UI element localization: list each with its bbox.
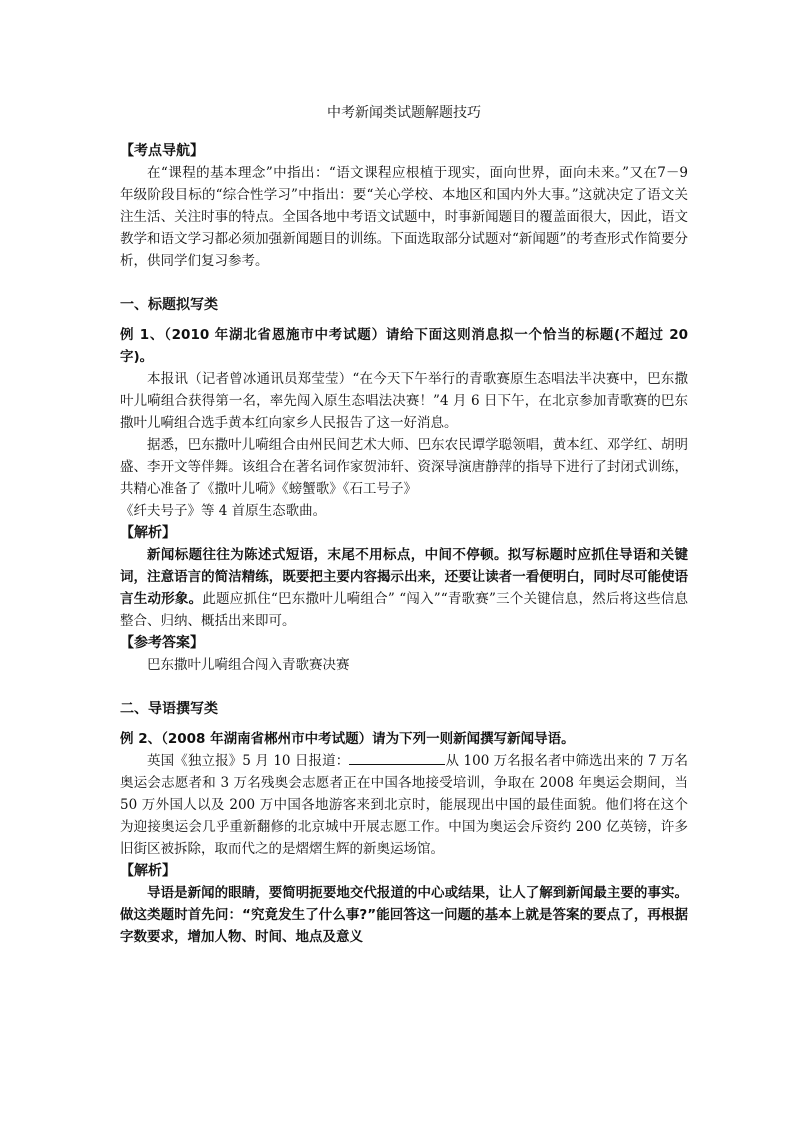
spacer bbox=[120, 272, 688, 294]
example-1-news-paragraph-2: 据悉，巴东撒叶儿嗬组合由州民间艺术大师、巴东农民谭学聪领唱，黄本红、邓学红、胡明盛、李开文等伴舞。该组合在著名词作家贺沛轩、资深导演唐静萍的指导下进行了封闭式训练，共精心准备了《撒叶儿嗬》《螃蟹歌》《石工号子》 bbox=[120, 437, 688, 497]
page-title: 中考新闻类试题解题技巧 bbox=[327, 105, 481, 121]
example-2-news-body: 从 100 万名报名者中筛选出来的 7 万名奥运会志愿者和 3 万名残奥会志愿者正在中国各地接受培训，争取在 2008 年奥运会期间，当 50 万外国人以及 200 万中国各地游客来到北京时，能展现出中国的最佳面貌。他们将在这个为迎接奥运会几乎重新翻修的北京城中开展志愿工作。中国为奥运会斥资约 200 亿英镑，许多旧街区被拆除，取而代之的是熠熠生辉的新奥运场馆。 bbox=[120, 753, 688, 857]
example-1-analysis-rest: 此题应抓住“巴东撒叶儿嗬组合” “闯入”“青歌赛”三个关键信息，然后将这些信息整合、归纳、概括出来即可。 bbox=[120, 591, 688, 629]
section-1-heading: 一、标题拟写类 bbox=[120, 297, 218, 313]
example-1-analysis bbox=[120, 544, 688, 632]
example-1-news-paragraph-1: 本报讯（记者曾冰通讯员郑莹莹）“在今天下午举行的青歌赛原生态唱法半决赛中，巴东撒叶儿嗬组合获得第一名，率先闯入原生态唱法决赛！”4 月 6 日下午，在北京参加青歌赛的巴东撒叶儿嗬组合选手黄本红向家乡人民报告了这一好消息。 bbox=[120, 371, 688, 431]
example-2-question: 例 2、（2008 年湖南省郴州市中考试题）请为下列一则新闻撰写新闻导语。 bbox=[120, 731, 575, 747]
example-1-news-paragraph-3: 《纤夫号子》等 4 首原生态歌曲。 bbox=[120, 503, 327, 519]
answer-blank bbox=[349, 750, 445, 765]
document-body bbox=[120, 102, 688, 948]
analysis-heading-1: 【解析】 bbox=[120, 525, 176, 541]
guide-heading: 【考点导航】 bbox=[120, 143, 204, 159]
guide-paragraph: 在“课程的基本理念”中指出：“语文课程应根植于现实，面向世界，面向未来。”又在7－9 年级阶段目标的“综合性学习”中指出：要“关心学校、本地区和国内外大事。”这就决定了语文关注生活、关注时事的特点。全国各地中考语文试题中，时事新闻题目的覆盖面很大，因此，语文教学和语文学习都必须加强新闻题目的训练。下面选取部分试题对“新闻题”的考查形式作简要分析，供同学们复习参考。 bbox=[120, 165, 688, 269]
example-1-analysis-bold: 新闻标题往往为陈述式短语，末尾不用标点，中间不停顿。拟写标题时应抓住导语和关键词，注意语言的简洁精练，既要把主要内容揭示出来，还要让读者一看便明白，同时尽可能使语言生动形象。 bbox=[120, 547, 688, 607]
example-2-news-paragraph bbox=[120, 750, 688, 860]
example-2-analysis: 导语是新闻的眼睛，要简明扼要地交代报道的中心或结果，让人了解到新闻最主要的事实。做这类题时首先问：“究竟发生了什么事?”能回答这一问题的基本上就是答案的要点了，再根据字数要求，增加人物、时间、地点及意义 bbox=[120, 885, 688, 945]
analysis-heading-2: 【解析】 bbox=[120, 863, 176, 879]
answer-heading: 【参考答案】 bbox=[120, 635, 204, 651]
spacer bbox=[120, 676, 688, 698]
example-2-news-lead: 英国《独立报》5 月 10 日报道： bbox=[147, 753, 350, 769]
section-2-heading: 二、导语撰写类 bbox=[120, 701, 218, 717]
example-1-answer: 巴东撒叶儿嗬组合闯入青歌赛决赛 bbox=[147, 657, 350, 673]
example-1-question: 例 1、（2010 年湖北省恩施市中考试题）请给下面这则消息拟一个恰当的标题(不超过 20 字)。 bbox=[120, 327, 688, 365]
